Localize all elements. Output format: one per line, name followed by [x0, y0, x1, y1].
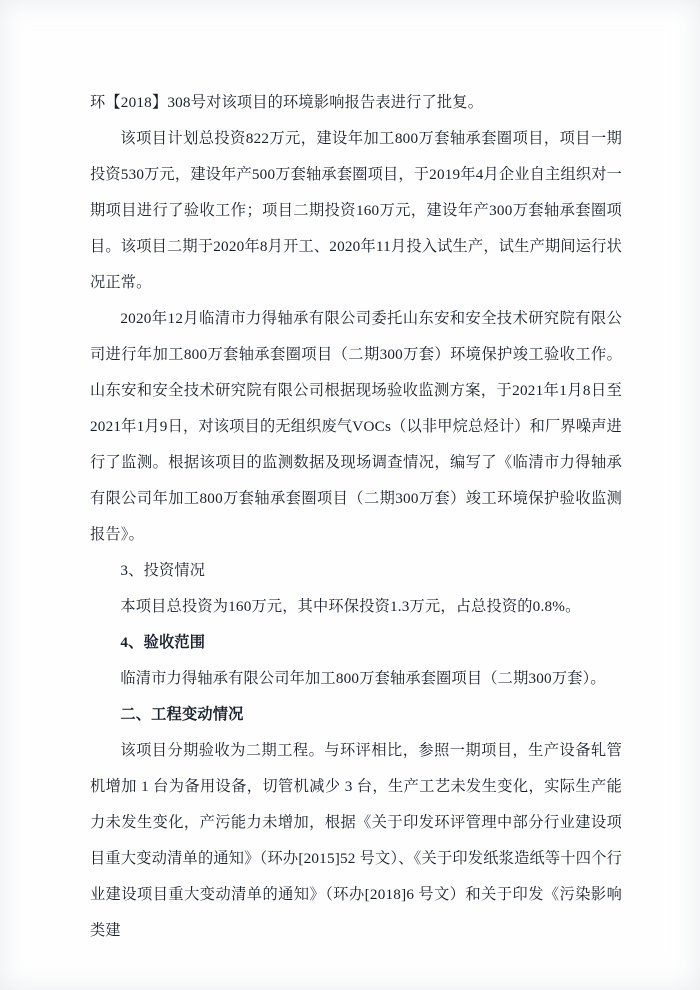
paragraph-investment-plan: 该项目计划总投资822万元，建设年加工800万套轴承套圈项目，项目一期投资530万元，建设年产500万套轴承套圈项目，于2019年4月企业自主组织对一期项目进行了验收工作；项目二期投资160万元，建设年产300万套轴承套圈项目。该项目二期于2020年8月开工、2020年11月投入试生产，试生产期间运行状况正常。: [90, 130, 622, 291]
paragraph-acceptance-monitoring: 2020年12月临清市力得轴承有限公司委托山东安和安全技术研究院有限公司进行年加工800万套轴承套圈项目（二期300万套）环境保护竣工验收工作。山东安和安全技术研究院有限公司根据现场验收监测方案，于2021年1月8日至2021年1月9日，对该项目的无组织废气VOCs（以非甲烷总烃计）和厂界噪声进行了监测。根据该项目的监测数据及现场调查情况，编写了《临清市力得轴承有限公司年加工800万套轴承套圈项目（二期300万套）竣工环境保护验收监测报告》。: [90, 310, 622, 543]
paragraph-investment-detail: 本项目总投资为160万元，其中环保投资1.3万元，占总投资的0.8%。: [120, 598, 581, 615]
heading-acceptance-scope: 4、验收范围: [120, 634, 206, 651]
paragraph-project-changes-detail: 该项目分期验收为二期工程。与环评相比，参照一期项目，生产设备轧管机增加 1 台为备用设备，切管机减少 3 台，生产工艺未发生变化，实际生产能力未发生变化，产污能力未增加，根据《关于印发环评管理中部分行业建设项目重大变动清单的通知》（环办[2015]52 号文）、《关于印发纸浆造纸等十四个行业建设项目重大变动清单的通知》（环办[2018]6 号文）和关于印发《污染影响类建: [90, 742, 622, 939]
heading-investment-situation: 3、投资情况: [120, 562, 206, 579]
document-body: [90, 85, 622, 949]
paragraph-acceptance-scope-detail: 临清市力得轴承有限公司年加工800万套轴承套圈项目（二期300万套）。: [120, 670, 606, 687]
paragraph-approval: 环【2018】308号对该项目的环境影响报告表进行了批复。: [90, 94, 484, 111]
heading-project-changes: 二、工程变动情况: [120, 706, 244, 723]
